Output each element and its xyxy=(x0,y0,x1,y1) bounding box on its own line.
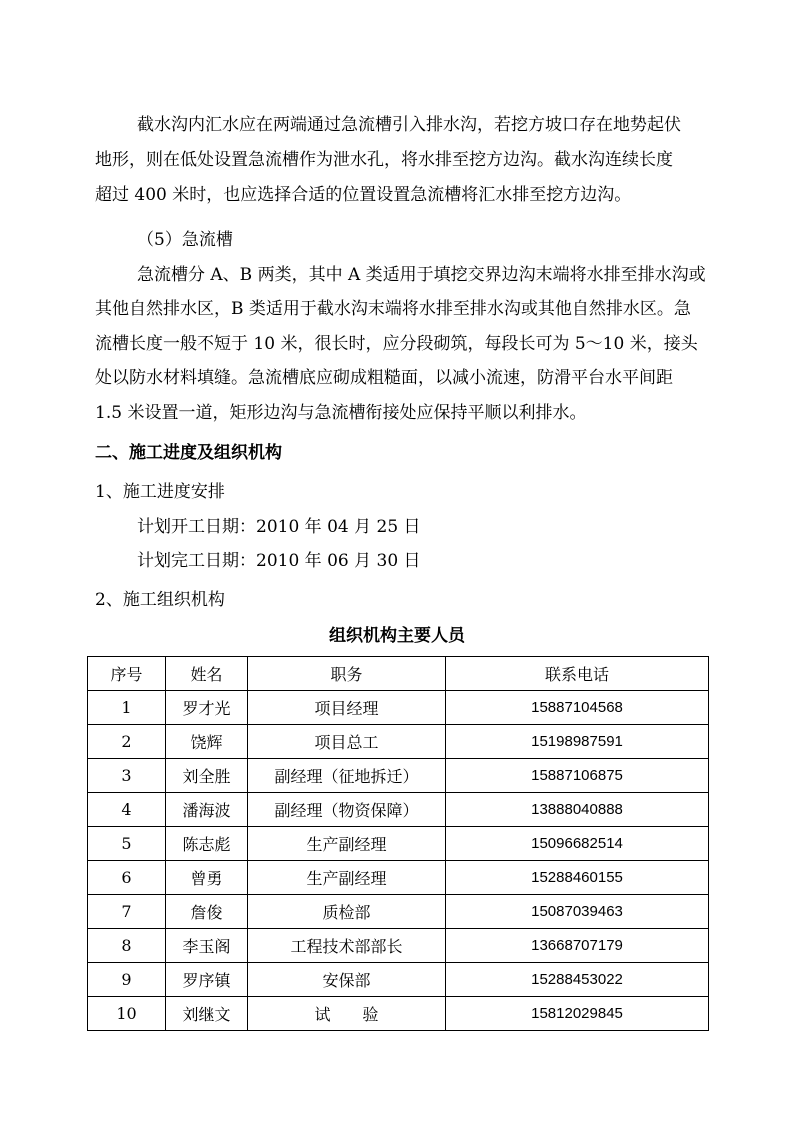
header-cell-phone: 联系电话 xyxy=(446,657,709,691)
paragraph-line: 流槽长度一般不短于 10 米，很长时，应分段砌筑，每段长可为 5～10 米，接头 xyxy=(95,334,698,354)
table-row xyxy=(88,691,709,725)
cell-name: 李玉阁 xyxy=(166,929,248,963)
cell-index: 10 xyxy=(88,997,166,1031)
cell-phone: 13888040888 xyxy=(446,793,709,827)
subsection-heading: 1、施工进度安排 xyxy=(95,482,225,502)
table-row xyxy=(88,963,709,997)
cell-position: 副经理（物资保障） xyxy=(248,793,446,827)
cell-phone: 15198987591 xyxy=(446,725,709,759)
cell-position: 生产副经理 xyxy=(248,827,446,861)
header-cell-position: 职务 xyxy=(248,657,446,691)
cell-index: 9 xyxy=(88,963,166,997)
cell-name: 潘海波 xyxy=(166,793,248,827)
cell-position: 质检部 xyxy=(248,895,446,929)
table-row xyxy=(88,929,709,963)
cell-phone: 15288453022 xyxy=(446,963,709,997)
cell-name: 曾勇 xyxy=(166,861,248,895)
cell-name: 饶辉 xyxy=(166,725,248,759)
cell-phone: 15087039463 xyxy=(446,895,709,929)
staff-table xyxy=(87,656,709,1031)
table-row xyxy=(88,827,709,861)
paragraph-line: 急流槽分 A、B 两类，其中 A 类适用于填挖交界边沟末端将水排至排水沟或 xyxy=(137,265,706,285)
cell-phone: 15887104568 xyxy=(446,691,709,725)
item-heading: （5）急流槽 xyxy=(137,230,233,250)
table-row xyxy=(88,759,709,793)
table-row xyxy=(88,793,709,827)
cell-name: 刘继文 xyxy=(166,997,248,1031)
cell-name: 刘全胜 xyxy=(166,759,248,793)
cell-index: 3 xyxy=(88,759,166,793)
table-row xyxy=(88,895,709,929)
cell-position: 生产副经理 xyxy=(248,861,446,895)
header-cell-index: 序号 xyxy=(88,657,166,691)
paragraph-line: 截水沟内汇水应在两端通过急流槽引入排水沟，若挖方坡口存在地势起伏 xyxy=(137,115,681,135)
paragraph-line: 处以防水材料填缝。急流槽底应砌成粗糙面，以减小流速，防滑平台水平间距 xyxy=(95,368,673,388)
cell-index: 7 xyxy=(88,895,166,929)
subsection-heading: 2、施工组织机构 xyxy=(95,590,225,610)
cell-index: 2 xyxy=(88,725,166,759)
cell-phone: 15096682514 xyxy=(446,827,709,861)
table-header-row xyxy=(88,657,709,691)
paragraph-line: 1.5 米设置一道，矩形边沟与急流槽衔接处应保持平顺以利排水。 xyxy=(95,403,587,423)
cell-position: 安保部 xyxy=(248,963,446,997)
cell-index: 1 xyxy=(88,691,166,725)
cell-name: 詹俊 xyxy=(166,895,248,929)
cell-position: 项目经理 xyxy=(248,691,446,725)
cell-position: 试 验 xyxy=(248,997,446,1031)
cell-phone: 15288460155 xyxy=(446,861,709,895)
cell-position: 工程技术部部长 xyxy=(248,929,446,963)
cell-name: 陈志彪 xyxy=(166,827,248,861)
cell-phone: 15812029845 xyxy=(446,997,709,1031)
cell-position: 副经理（征地拆迁） xyxy=(248,759,446,793)
cell-position: 项目总工 xyxy=(248,725,446,759)
plan-start-date: 计划开工日期：2010 年 04 月 25 日 xyxy=(137,517,421,537)
cell-index: 4 xyxy=(88,793,166,827)
paragraph-line: 其他自然排水区，B 类适用于截水沟末端将水排至排水沟或其他自然排水区。急 xyxy=(95,299,691,319)
cell-name: 罗序镇 xyxy=(166,963,248,997)
cell-index: 5 xyxy=(88,827,166,861)
table-caption: 组织机构主要人员 xyxy=(329,626,465,646)
table-row xyxy=(88,997,709,1031)
paragraph-line: 超过 400 米时，也应选择合适的位置设置急流槽将汇水排至挖方边沟。 xyxy=(95,185,632,205)
cell-phone: 13668707179 xyxy=(446,929,709,963)
section-heading: 二、施工进度及组织机构 xyxy=(95,443,282,463)
cell-index: 8 xyxy=(88,929,166,963)
paragraph-line: 地形，则在低处设置急流槽作为泄水孔，将水排至挖方边沟。截水沟连续长度 xyxy=(95,150,673,170)
table-row xyxy=(88,861,709,895)
table-row xyxy=(88,725,709,759)
header-cell-name: 姓名 xyxy=(166,657,248,691)
plan-end-date: 计划完工日期：2010 年 06 月 30 日 xyxy=(137,551,421,571)
cell-phone: 15887106875 xyxy=(446,759,709,793)
cell-index: 6 xyxy=(88,861,166,895)
cell-name: 罗才光 xyxy=(166,691,248,725)
